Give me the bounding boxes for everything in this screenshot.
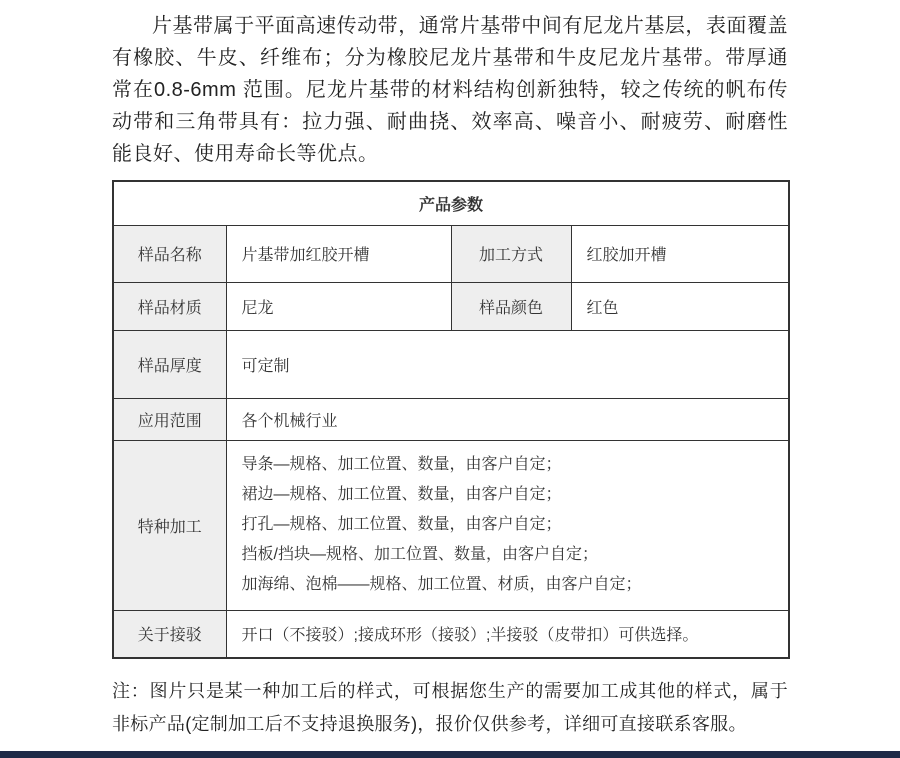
param-value-special-processing — [226, 440, 789, 610]
param-label-process-method: 加工方式 — [451, 225, 571, 282]
table-row — [113, 398, 789, 440]
param-label-joint-method: 关于接驳 — [113, 610, 226, 658]
param-label-special-processing: 特种加工 — [113, 440, 226, 610]
param-label-sample-color: 样品颜色 — [451, 282, 571, 330]
param-label-sample-name: 样品名称 — [113, 225, 226, 282]
table-title: 产品参数 — [113, 181, 789, 225]
param-label-sample-material: 样品材质 — [113, 282, 226, 330]
special-processing-line: 导条—规格、加工位置、数量，由客户自定； — [241, 456, 562, 473]
param-value-sample-thickness: 可定制 — [226, 330, 789, 398]
param-value-sample-material: 尼龙 — [226, 282, 451, 330]
product-params-table — [112, 180, 790, 659]
param-value-application-scope: 各个机械行业 — [226, 398, 789, 440]
table-row — [113, 282, 789, 330]
param-value-process-method: 红胶加开槽 — [571, 225, 789, 282]
footer-bar — [0, 751, 900, 758]
param-value-joint-method: 开口（不接驳）;接成环形（接驳）;半接驳（皮带扣）可供选择。 — [226, 610, 789, 658]
table-row — [113, 330, 789, 398]
special-processing-line: 打孔—规格、加工位置、数量，由客户自定； — [241, 516, 562, 533]
param-value-sample-name: 片基带加红胶开槽 — [226, 225, 451, 282]
param-value-sample-color: 红色 — [571, 282, 789, 330]
table-row — [113, 610, 789, 658]
special-processing-line: 裙边—规格、加工位置、数量，由客户自定； — [241, 486, 562, 503]
note-paragraph: 注：图片只是某一种加工后的样式，可根据您生产的需要加工成其他的样式，属于非标产品(定制加工后不支持退换服务)，报价仅供参考，详细可直接联系客服。 — [112, 681, 788, 734]
special-processing-line: 挡板/挡块—规格、加工位置、数量，由客户自定； — [241, 546, 598, 563]
special-processing-line: 加海绵、泡棉——规格、加工位置、材质，由客户自定； — [241, 576, 642, 593]
table-row — [113, 225, 789, 282]
table-row — [113, 440, 789, 610]
intro-paragraph: 片基带属于平面高速传动带，通常片基带中间有尼龙片基层，表面覆盖有橡胶、牛皮、纤维布；分为橡胶尼龙片基带和牛皮尼龙片基带。带厚通常在0.8-6mm 范围。尼龙片基带的材料结构创新独特，较之传统的帆布传动带和三角带具有：拉力强、耐曲挠、效率高、噪音小、耐疲劳、耐磨性能良好、使用寿命长等优点。 — [112, 15, 788, 165]
table-title-row — [113, 181, 789, 225]
param-label-application-scope: 应用范围 — [113, 398, 226, 440]
param-label-sample-thickness: 样品厚度 — [113, 330, 226, 398]
